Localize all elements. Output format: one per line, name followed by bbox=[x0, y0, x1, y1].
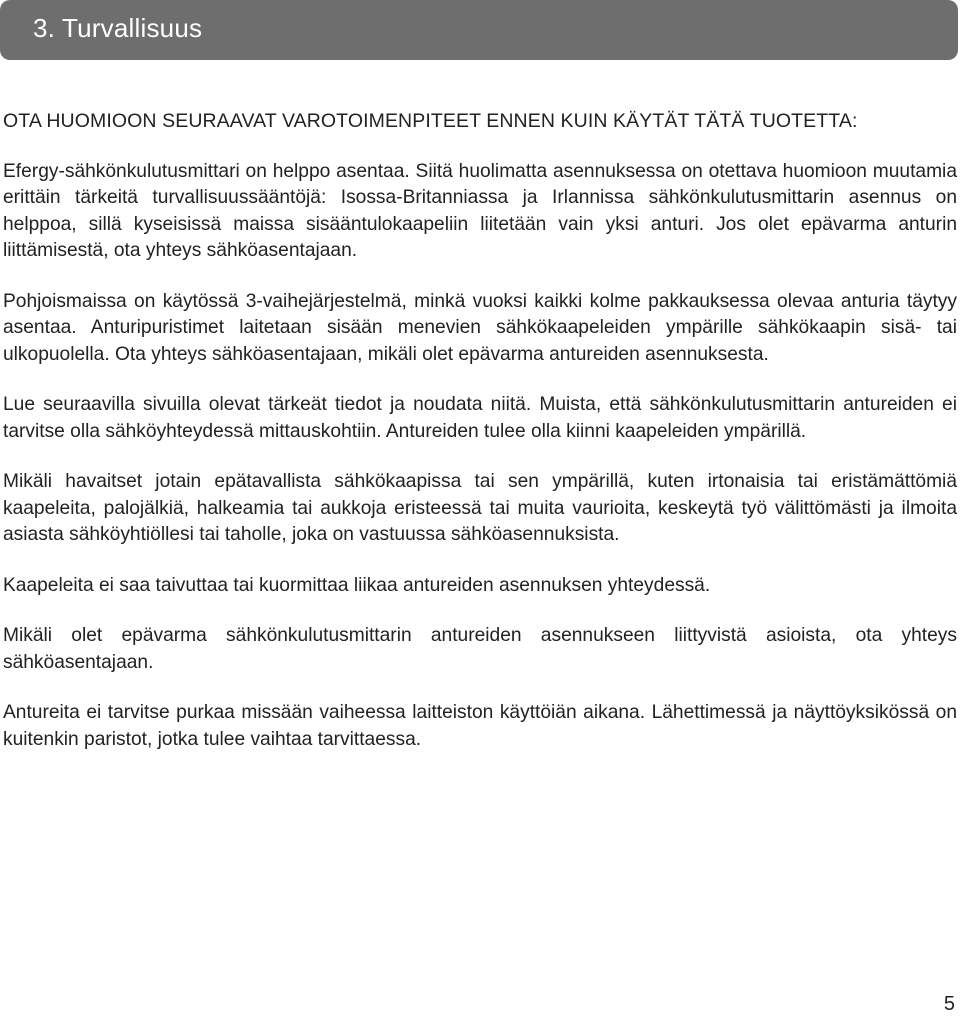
paragraph: Pohjoismaissa on käytössä 3-vaihejärjestelmä, minkä vuoksi kaikki kolme pakkauksessa olevaa anturia täytyy asentaa. Anturipuristimet laitetaan sisään menevien sähkökaapeleiden ympärille sähkökaapin sisä- tai ulkopuolella. Ota yhteys sähköasentajaan, mikäli olet epävarma antureiden asennuksesta. bbox=[3, 290, 957, 365]
page-number: 5 bbox=[943, 993, 955, 1015]
section-title: 3. Turvallisuus bbox=[33, 13, 203, 43]
paragraph: Lue seuraavilla sivuilla olevat tärkeät tiedot ja noudata niitä. Muista, että sähkönkulutusmittarin antureiden ei tarvitse olla sähköyhteydessä mittauskohtiin. Antureiden tulee olla kiinni kaapeleiden ympärillä. bbox=[3, 394, 957, 442]
paragraph: Antureita ei tarvitse purkaa missään vaiheessa laitteiston käyttöiän aikana. Lähettimessä ja näyttöyksikössä on kuitenkin paristot, jotka tulee vaihtaa tarvittaessa. bbox=[3, 702, 957, 750]
paragraph: Mikäli havaitset jotain epätavallista sähkökaapissa tai sen ympärillä, kuten irtonaisia tai eristämättömiä kaapeleita, palojälkiä, halkeamia tai aukkoja eristeessä tai muita vaurioita, keskeytä työ välittömästi ja ilmoita asiasta sähköyhtiöllesi tai taholle, joka on vastuussa sähköasennuksista. bbox=[3, 471, 957, 545]
document-body bbox=[3, 100, 957, 777]
paragraph: Efergy-sähkönkulutusmittari on helppo asentaa. Siitä huolimatta asennuksessa on otettava huomioon muutamia erittäin tärkeitä turvallisuussääntöjä: Isossa-Britanniassa ja Irlannissa sähkönkulutusmittarin asennus on helppoa, sillä kyseisissä maissa sisääntulokaapeliin liitetään vain yksi anturi. Jos olet epävarma anturin liittämisestä, ota yhteys sähköasentajaan. bbox=[3, 160, 957, 261]
paragraph: Mikäli olet epävarma sähkönkulutusmittarin antureiden asennukseen liittyvistä asioista, ota yhteys sähköasentajaan. bbox=[3, 625, 957, 673]
warning-heading: OTA HUOMIOON SEURAAVAT VAROTOIMENPITEET ENNEN KUIN KÄYTÄT TÄTÄ TUOTETTA: bbox=[3, 110, 858, 132]
section-header-bar bbox=[0, 0, 958, 60]
paragraph: Kaapeleita ei saa taivuttaa tai kuormittaa liikaa antureiden asennuksen yhteydessä. bbox=[3, 574, 711, 596]
